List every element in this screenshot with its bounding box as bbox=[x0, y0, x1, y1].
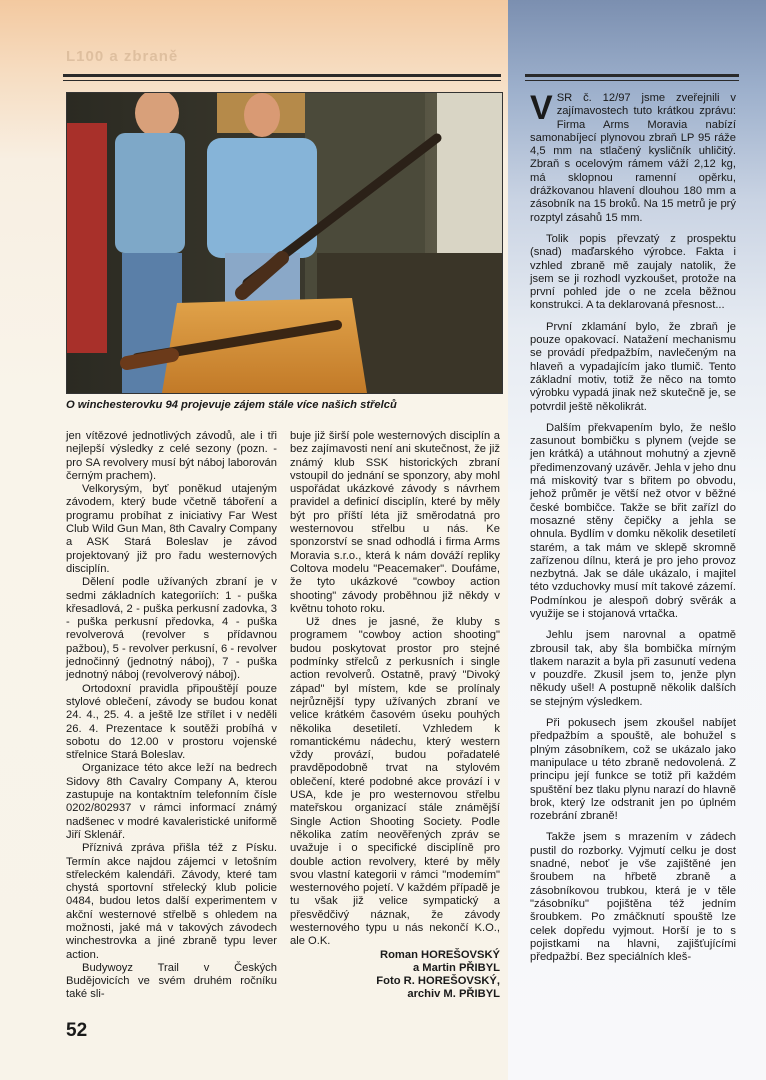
col2-paragraph: Už dnes je jasné, že kluby s programem "cowboy action shooting" budou poskytovat prostor pro stejné podmínky střelců z perkusních i single action revolverů. Ostatně, pravý "Divoký západ" byl místem, kde se prolínaly nejrůznější typy užívaných zbraní ve velice krátkém časovém úseku pouhých několika desetiletí. Vzhledem k romantickému nádechu, který western vždy provází, budou pořadatelé pravděpodobně trvat na stylovém oblečení, které podobné akce provází i v USA, kde je pro westernovou střelbu mateřskou organizací stále známější Single Action Shooting Society. Podle několika zatím neověřených zpráv se uvažuje i o specifické disciplíně pro double action revolvery, které by měly svou vlastní kategorii v rámci "modemím" westernového pojetí. V každém případě je tu však již velice sympatický a přesvědčivý náznak, že závody westernového typu u nás nekončí K.O., ale O.K. bbox=[290, 616, 500, 948]
col1-paragraph: Dělení podle užívaných zbraní je v sedmi základních kategoriích: 1 - puška křesadlová, 2 - puška perkusní zadovka, 3 - puška perkusní předovka, 4 - puška revolverová (revolver s přídavnou pažbou), 5 - revolver perkusní, 6 - revolver jednočinný (jednotný náboj), 7 - puška jednotný náboj (revolverový náboj). bbox=[66, 576, 277, 682]
article-column-1 bbox=[66, 430, 277, 1002]
col1-paragraph: Ortodoxní pravidla připouštějí pouze stylové oblečení, závody se budou konat 24. 4., 25. 4. a ještě lze střílet i v neděli 26. 4. Prezentace k soutěži probíhá v sobotu do 12.00 v prostoru vojenské střelnice Stará Boleslav. bbox=[66, 682, 277, 762]
col1-paragraph: jen vítězové jednotlivých závodů, ale i tři nejlepší výsledky z celé sezony (pozn. - pro SA revolvery musí být náboj laborován černým prachem). bbox=[66, 430, 277, 482]
page-number: 52 bbox=[66, 1020, 88, 1041]
column-3-lead bbox=[530, 89, 736, 225]
col3-paragraph: Tolik popis převzatý z prospektu (snad) maďarského výrobce. Fakta i vzhled zbraně mě zaujaly natolik, že jsem se ji rozhodl vyzkoušet, protože na první pohled jde o ne zcela běžnou konstrukci. A ta deklarovaná přesnost... bbox=[530, 232, 736, 312]
signature-line: archiv M. PŘIBYL bbox=[407, 988, 500, 1001]
photo-caption: O winchesterovku 94 projevuje zájem stále více našich střelců bbox=[66, 399, 397, 411]
drop-cap: V bbox=[530, 89, 553, 127]
header-rule-right-thin bbox=[525, 80, 739, 81]
header-rule-left-thin bbox=[63, 80, 501, 81]
col1-paragraph: Budywoyz Trail v Českých Budějovicích ve svém druhém ročníku také sli- bbox=[66, 961, 277, 1001]
col1-paragraph: Příznivá zpráva přišla též z Písku. Termín akce najdou zájemci v letošním střeleckém kalendáři. Závody, které tam chystá sportovní střelecký klub policie 0484, budou letos další experimentem v akční westernové střelbě s ohledem na možnosti, jaké má v takových závodech winchestrovka a jiné zbraně typu lever action. bbox=[66, 842, 277, 961]
article-photo bbox=[66, 92, 503, 394]
col1-paragraph: Organizace této akce leží na bedrech Sidovy 8th Cavalry Company A, kterou zastupuje na kontaktním telefonním čísle 0202/802937 v rámci informací známý nadšenec v modré kavaleristické uniformě Jiří Sklenář. bbox=[66, 762, 277, 841]
photo-illustration bbox=[67, 93, 502, 393]
col3-paragraph: Takže jsem s mrazením v zádech pustil do rozborky. Vyjmutí celku je dost snadné, neboť je vše zajištěné jen šroubem na hřbetě zbraně a zásobníkovou trubkou, která je v těle "zásobníku" pojištěna též jedním šroubkem. Po zmáčknutí spouště lze celek dopředu vyjmout. Horší je to s pojistkami na hlavni, zajišťujícími předpažbí. Bez speciálních kleš- bbox=[530, 831, 736, 964]
column-3-lead-text: SR č. 12/97 jsme zveřejnili v zajímavostech tuto krátkou zprávu: Firma Arms Moravia nabízí samonabíjecí plynovou zbraň LP 95 ráže 4,5 mm na stlačený kysličník uhličitý. Zbraň s ocelovým rámem váží 2,12 kg, má sklopnou ramenní opěrku, drážkovanou hlavení dlouhou 180 mm a zásobník na 15 broků. Na 15 metrů je prý rozptyl zásahů 15 mm. bbox=[530, 92, 736, 224]
signature-line: Foto R. HOREŠOVSKÝ, bbox=[376, 975, 500, 988]
col1-paragraph: Velkorysým, byť poněkud utajeným závodem, který bude včetně táboření a programu probíhat z iniciativy Far West Club Wild Gun Man, 8th Cavalry Company a ASK Stará Boleslav je závod projektovaný již pro řadu westernových disciplín. bbox=[66, 483, 277, 575]
col2-paragraph: buje již širší pole westernových disciplín a bez zajímavosti není ani skutečnost, že již známý klub SSK historických zbraní vstoupil do jednání se sponzory, aby mohl uspořádat ukázkové závody s návrhem pravidel a definicí disciplín, které by měly být pro příští léta již směrodatná pro westernovou střelbu u nás. Ke sponzorství se snad odhodlá i firma Arms Moravia s.r.o., která k nám dováží repliky Coltova modelu "Peacemaker". Doufáme, že tyto ukázkové "cowboy action shooting" závody proběhnou již někdy v květnu tohoto roku. bbox=[290, 430, 500, 615]
col3-paragraph: Jehlu jsem narovnal a opatmě zbrousil tak, aby šla bombička mírným tlakem narazit a byla při zasunutí vedena v pouzdře. Zkusil jsem to, jenže plyn někudy ušel! A postupně několik dalších se stejným výsledkem. bbox=[530, 629, 736, 708]
col3-paragraph: Při pokusech jsem zkoušel nabíjet předpažbím a spouště, ale bohužel s plným zásobníkem, což se ukázalo jako manipulace u této zbraně nedovolená. Z principu její funkce se totiž při každém spuštění bez tlaku plynu narazí do hlavně brok, který lze odstranit jen po úplném rozebrání zbraně! bbox=[530, 717, 736, 823]
header-rule-left bbox=[63, 74, 501, 77]
article-column-2 bbox=[290, 430, 500, 1002]
ghost-header: L100 a zbraně bbox=[66, 48, 179, 65]
author-signature bbox=[290, 949, 500, 1002]
article-column-3 bbox=[530, 89, 736, 964]
signature-line: Roman HOREŠOVSKÝ bbox=[380, 948, 500, 961]
col3-paragraph: První zklamání bylo, že zbraň je pouze opakovací. Natažení mechanismu se provádí předpažbím, navlečeným na hlaveň a vypadajícím jako tlumič. Tento základní motiv, totiž že něco na tomto výrobku vypadá jinak než skutečně je, se potvrdil ještě několikrát. bbox=[530, 320, 736, 413]
signature-line: a Martin PŘIBYL bbox=[412, 961, 500, 974]
col3-paragraph: Dalším překvapením bylo, že nešlo zasunout bombičku s plynem (vejde se jen krátká) a utáhnout mohutný a zjevně předimenzovaný uzávěr. Jehla v jeho dnu má miskovitý tvar s břitem po obvodu, jehož průměr je větší než otvor v běžné české bombičce. Takže se břit zařízl do mosazné stěny čepičky a jehla se ohnula. Bydlím v domku několik desetiletí starém, a tak mám ve sklepě skromně zařízenou dílnu, která je pro jeho provoz nezbytná. Jak se dále ukázalo, i majitel této vzduchovky musí mít takové zázemí. Podmínkou je alespoň dobrý svěrák a využije se i stojanová vrtačka. bbox=[530, 421, 736, 620]
header-rule-right bbox=[525, 74, 739, 77]
